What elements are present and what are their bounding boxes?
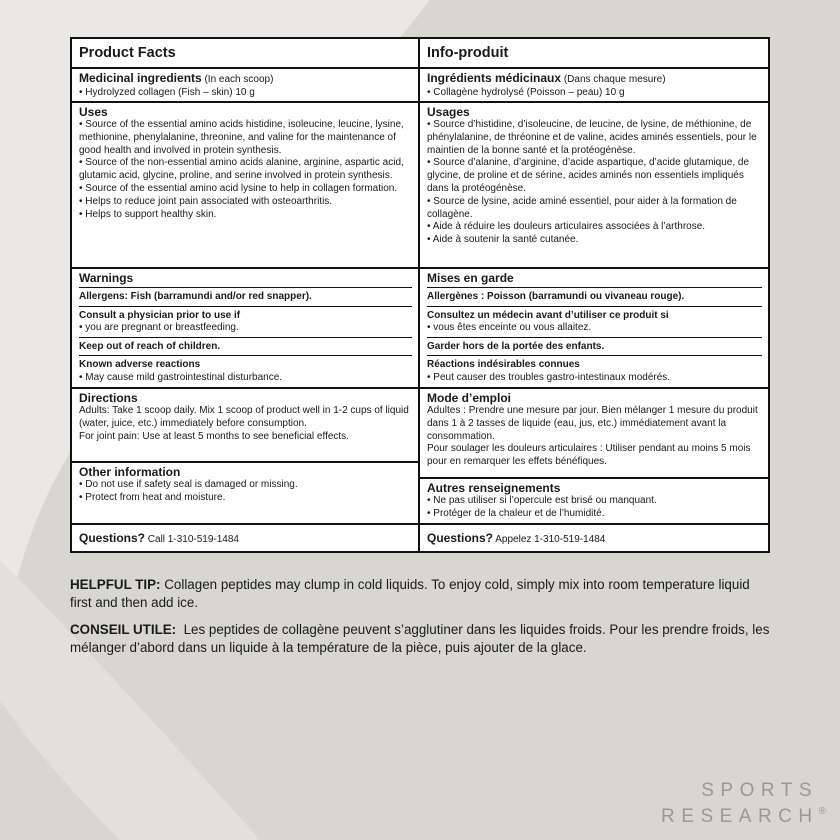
- questions-phone: Call 1-310-519-1484: [145, 533, 239, 545]
- questions-box: [72, 525, 418, 551]
- warnings-heading: Warnings: [79, 271, 412, 288]
- questions-phone-fr: Appelez 1-310-519-1484: [493, 533, 606, 545]
- medicinal-heading-fr: Ingrédients médicinaux: [427, 71, 562, 85]
- adverse-item: • May cause mild gastrointestinal disturbance.: [79, 371, 283, 383]
- brand-logo-line1: SPORTS: [701, 780, 818, 801]
- english-column: [72, 39, 420, 551]
- other-info-box-fr: [420, 479, 768, 525]
- other-info-heading-fr: Autres renseignements: [427, 481, 561, 495]
- helpful-tip-label: HELPFUL TIP:: [70, 577, 161, 592]
- uses-item-fr: • Source d’histidine, d’isoleucine, de leucine, de lysine, de méthionine, de phénylalanine, de thréonine et de valine, acides aminés essentiels, pour le maintien de la bonne santé et la protéogénèse.: [427, 119, 757, 156]
- keep-out-text: Keep out of reach of children.: [79, 341, 412, 357]
- uses-heading: Uses: [79, 105, 108, 119]
- uses-item-fr: • Aide à réduire les douleurs articulaires associées à l’arthrose.: [427, 221, 706, 233]
- uses-item: • Source of the essential amino acids histidine, isoleucine, leucine, lysine, methionine, phenylalanine, threonine, and valine for the maintenance of good health and involved in protein synthesis.: [79, 119, 404, 156]
- facts-title-fr: Info-produit: [427, 44, 509, 61]
- uses-box-fr: [420, 103, 768, 269]
- directions-joint-text-fr: Pour soulager les douleurs articulaires : Utiliser pendant au moins 5 mois pour en remarquer les effets bénéfiques.: [427, 443, 751, 468]
- consult-item-fr: • vous êtes enceinte ou vous allaitez.: [427, 322, 592, 333]
- other-info-heading: Other information: [79, 465, 181, 479]
- directions-text-fr: Adultes : Prendre une mesure par jour. Bien mélanger 1 mesure du produit dans 1 à 2 tasses de liquide (eau, jus, etc.) immédiatement avant la consommation.: [427, 405, 758, 442]
- brand-name: RESEARCH: [661, 806, 819, 827]
- other-info-item-fr: • Protéger de la chaleur et de l’humidité.: [427, 507, 605, 519]
- brand-logo-line2: [661, 806, 826, 828]
- medicinal-note: (In each scoop): [201, 74, 274, 85]
- medicinal-item-fr: • Collagène hydrolysé (Poisson – peau) 10 g: [427, 87, 625, 98]
- directions-box-fr: [420, 389, 768, 479]
- product-facts-panel: [70, 37, 770, 553]
- other-info-item: • Protect from heat and moisture.: [79, 491, 226, 503]
- adverse-heading-fr: Réactions indésirables connues: [427, 359, 580, 371]
- consult-item: • you are pregnant or breastfeeding.: [79, 322, 239, 333]
- medicinal-note-fr: (Dans chaque mesure): [561, 74, 666, 85]
- directions-heading: Directions: [79, 391, 138, 405]
- helpful-tip: [70, 576, 770, 612]
- uses-item: • Source of the essential amino acid lysine to help in collagen formation.: [79, 182, 398, 194]
- conseil-utile: [70, 621, 774, 657]
- other-info-item: • Do not use if safety seal is damaged or missing.: [79, 479, 298, 490]
- facts-title-box: [72, 39, 418, 69]
- uses-box: [72, 103, 418, 269]
- consult-heading-fr: Consultez un médecin avant d’utiliser ce produit si: [427, 309, 669, 321]
- conseil-utile-label: CONSEIL UTILE:: [70, 622, 177, 637]
- allergens-text: Allergens: Fish (barramundi and/or red snapper).: [79, 291, 412, 307]
- directions-heading-fr: Mode d’emploi: [427, 391, 511, 405]
- uses-item-fr: • Aide à soutenir la santé cutanée.: [427, 234, 579, 246]
- uses-item-fr: • Source de lysine, acide aminé essentiel, pour aider à la formation de collagène.: [427, 195, 737, 220]
- medicinal-ingredients-box: [72, 69, 418, 103]
- warnings-box: [72, 269, 418, 389]
- medicinal-ingredients-box-fr: [420, 69, 768, 103]
- conseil-utile-text: Les peptides de collagène peuvent s’agglutiner dans les liquides froids. Pour les prendre froids, les mélanger d’abord dans un liquide à la température de la pièce, puis ajouter de la glace.: [70, 622, 774, 655]
- medicinal-heading: Medicinal ingredients: [79, 71, 202, 85]
- adverse-item-fr: • Peut causer des troubles gastro-intestinaux modérés.: [427, 371, 671, 383]
- questions-label: Questions?: [79, 530, 146, 545]
- directions-joint-text: For joint pain: Use at least 5 months to see beneficial effects.: [79, 430, 349, 442]
- uses-item-fr: • Source d’alanine, d’arginine, d’acide aspartique, d’acide glutamique, de glycine, de proline et de sérine, acides aminés non essentiels impliqués dans la protéogénèse.: [427, 157, 750, 194]
- facts-title-box-fr: [420, 39, 768, 69]
- questions-box-fr: [420, 525, 768, 551]
- adverse-heading: Known adverse reactions: [79, 359, 201, 371]
- facts-title: Product Facts: [79, 44, 176, 61]
- uses-heading-fr: Usages: [427, 105, 470, 119]
- directions-box: [72, 389, 418, 463]
- medicinal-item: • Hydrolyzed collagen (Fish – skin) 10 g: [79, 87, 255, 98]
- warnings-heading-fr: Mises en garde: [427, 271, 762, 288]
- uses-item: • Source of the non-essential amino acids alanine, arginine, aspartic acid, glutamic acid, glycine, proline, and serine involved in protein synthesis.: [79, 157, 404, 182]
- consult-heading: Consult a physician prior to use if: [79, 309, 241, 321]
- warnings-box-fr: [420, 269, 768, 389]
- helpful-tip-text: Collagen peptides may clump in cold liquids. To enjoy cold, simply mix into room temperature liquid first and then add ice.: [70, 577, 750, 610]
- other-info-item-fr: • Ne pas utiliser si l’opercule est brisé ou manquant.: [427, 495, 657, 506]
- registered-mark: ®: [818, 806, 826, 817]
- questions-label-fr: Questions?: [427, 530, 494, 545]
- keep-out-text-fr: Garder hors de la portée des enfants.: [427, 341, 762, 357]
- french-column: [420, 39, 768, 551]
- uses-item: • Helps to reduce joint pain associated with osteoarthritis.: [79, 195, 333, 207]
- uses-item: • Helps to support healthy skin.: [79, 208, 217, 220]
- other-info-box: [72, 463, 418, 525]
- directions-text: Adults: Take 1 scoop daily. Mix 1 scoop of product well in 1-2 cups of liquid (water, juice, etc.) immediately before consumption.: [79, 405, 409, 429]
- allergens-text-fr: Allergènes : Poisson (barramundi ou vivaneau rouge).: [427, 291, 762, 307]
